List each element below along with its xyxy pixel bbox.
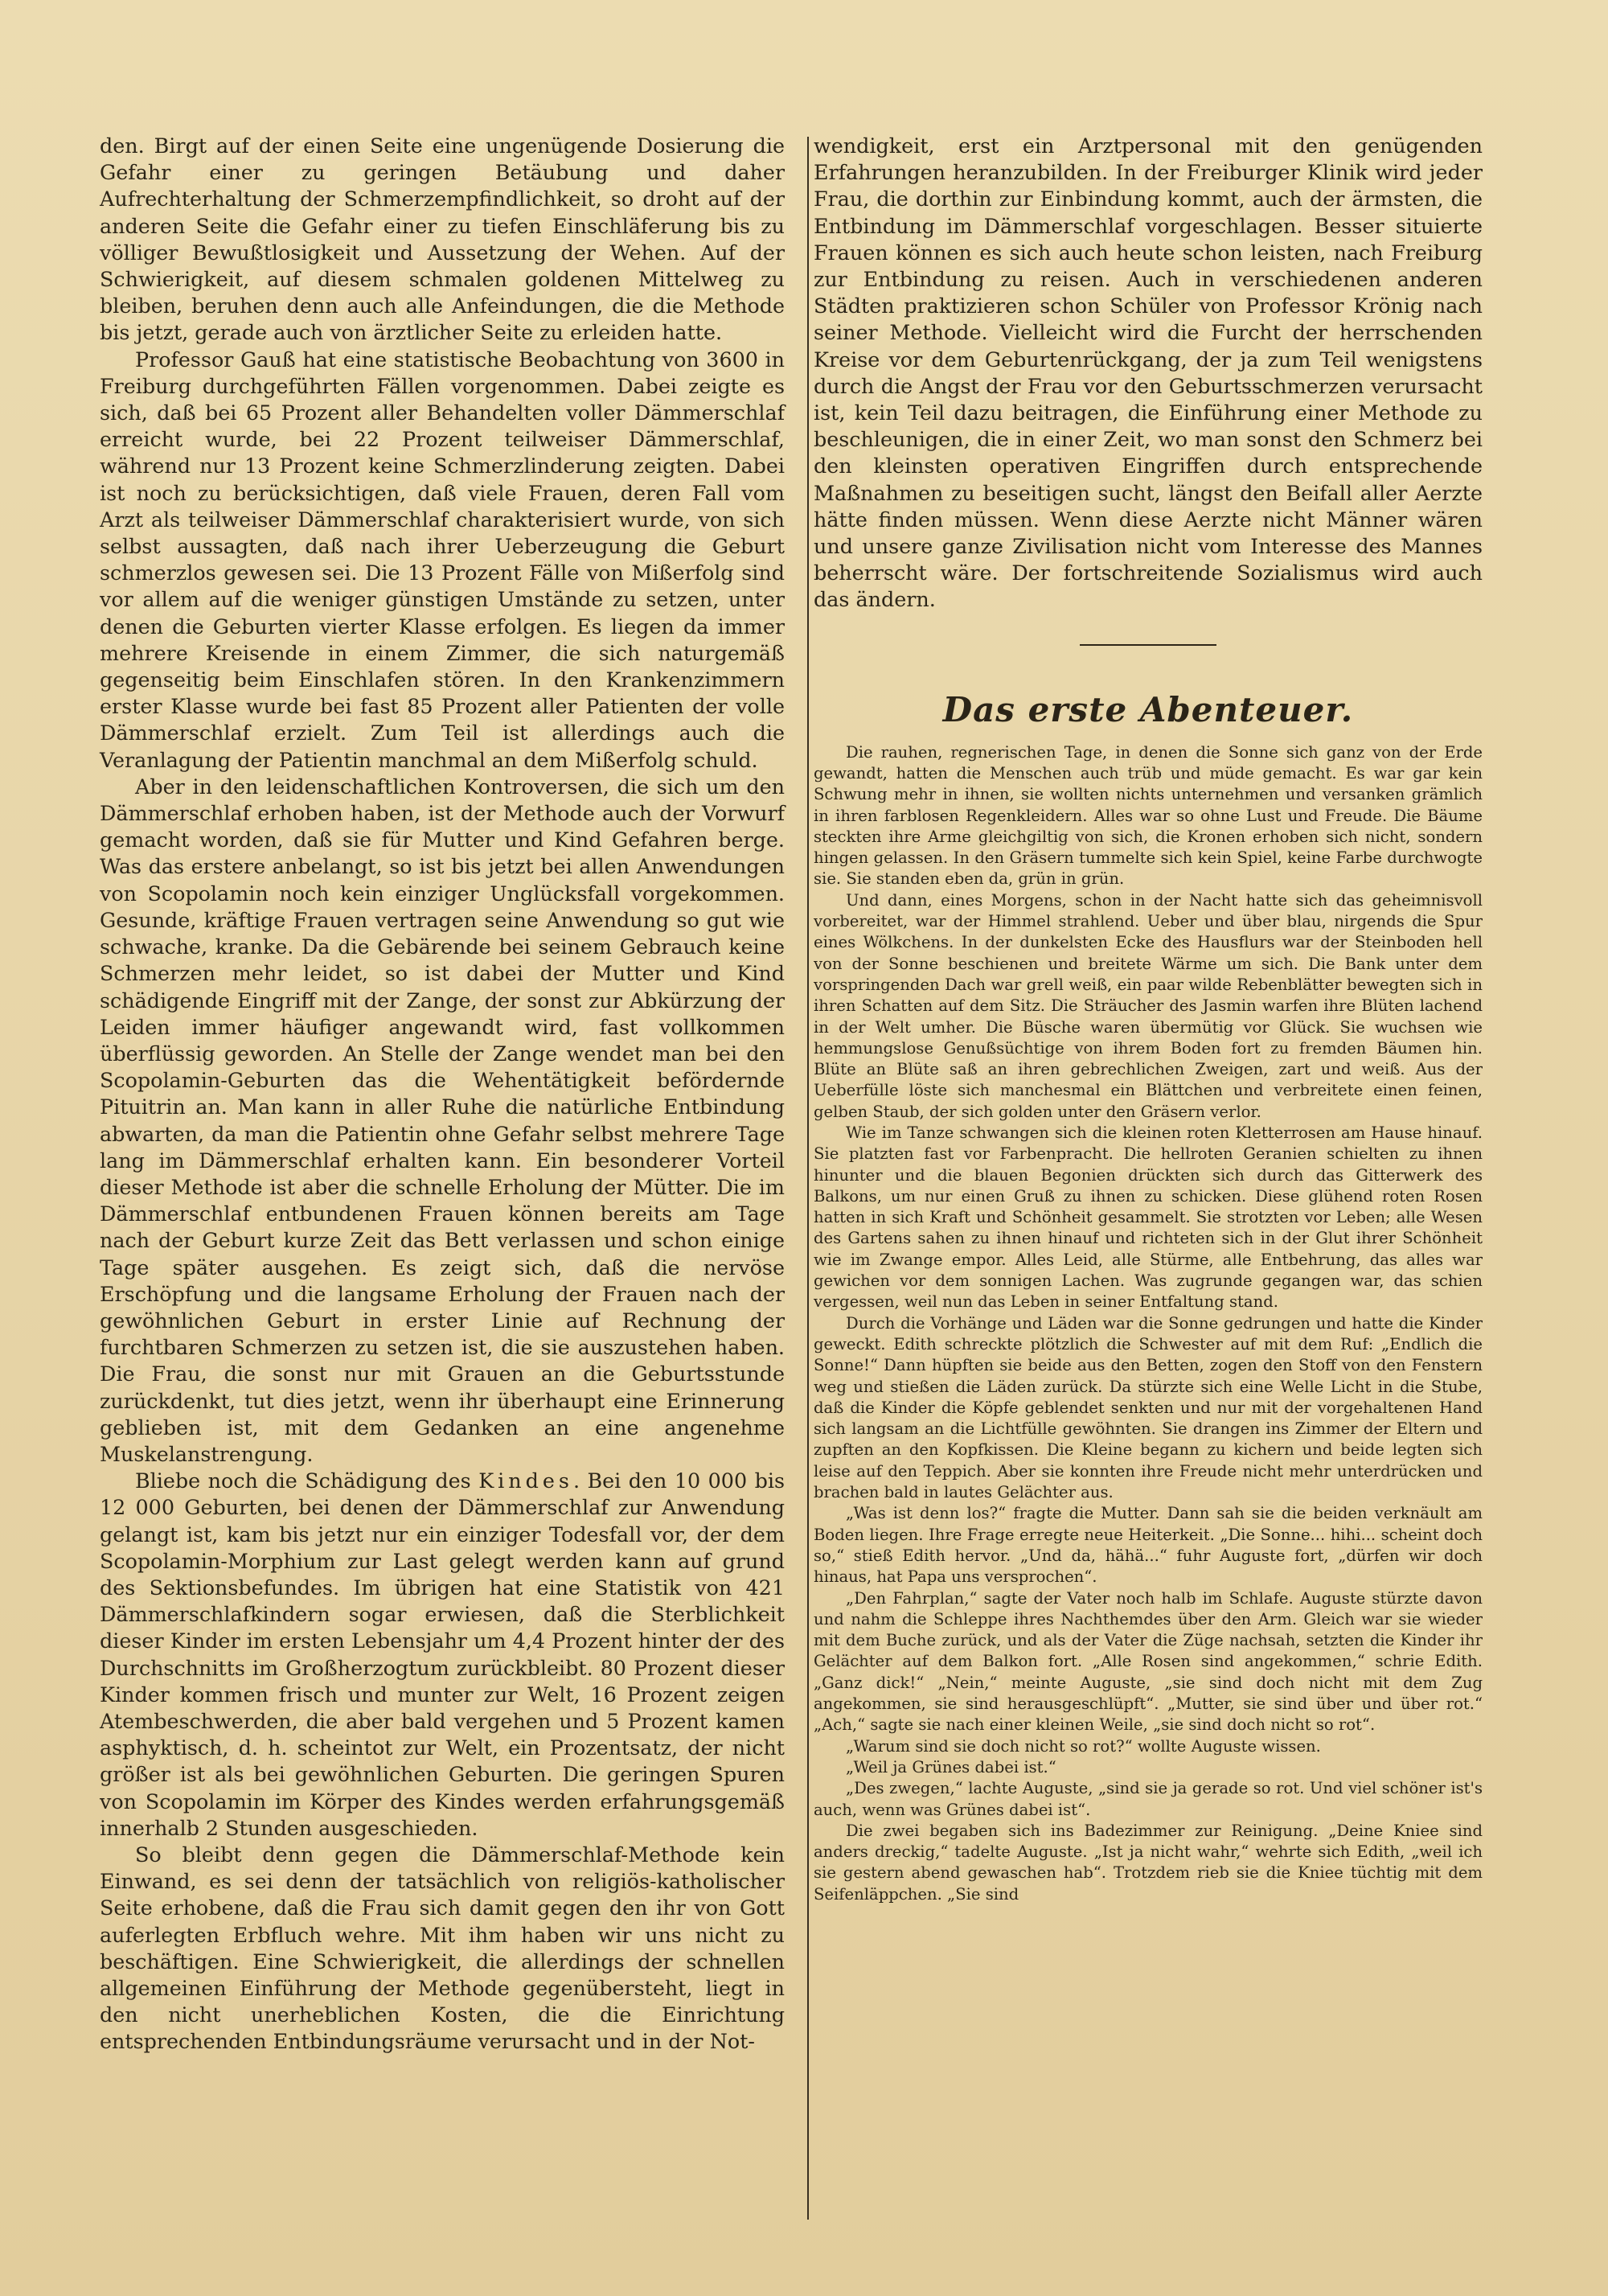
story-paragraph: Die zwei begaben sich ins Badezimmer zur Reinigung. „Deine Kniee sind anders dreckig,“ tadelte Auguste. „Ist ja nicht wahr,“ wehrte sich Edith, „weil ich sie gestern abend gewaschen hab“. Trotzdem rieb sie die Kniee tüchtig mit dem Seifenläppchen. „Sie sind: [814, 1821, 1483, 1904]
story-paragraph: „Des zwegen,“ lachte Auguste, „sind sie ja gerade so rot. Und viel schöner ist's auch, wenn was Grünes dabei ist“.: [814, 1779, 1483, 1819]
story-paragraph: Wie im Tanze schwangen sich die kleinen roten Kletterrosen am Hause hinauf. Sie platzten fast vor Farbenpracht. Die hellroten Geranien schielten zu ihnen hinunter und die blauen Begonien drückten sich durch das Gitterwerk des Balkons, um nur einen Gruß zu ihnen zu schicken. Diese glühend roten Rosen hatten in sich Kraft und Schönheit gesammelt. Sie strotzten vor Leben; alle Wesen des Gartens sahen zu ihnen hinauf und richteten sich in der Glut ihrer Schönheit wie im Zwange empor. Alles Leid, alle Stürme, alle Entbehrung, das alles war gewichen vor dem sonnigen Lachen. Was zugrunde gegangen war, das schien vergessen, weil nun das Leben in seiner Entfaltung stand.: [814, 1123, 1483, 1312]
story-paragraph: „Was ist denn los?“ fragte die Mutter. Dann sah sie die beiden verknäult am Boden liegen. Ihre Frage erregte neue Heiterkeit. „Die Sonne... hihi... scheint doch so,“ stieß Edith hervor. „Und da, hähä...“ fuhr Auguste fort, „dürfen wir doch hinaus, hat Papa uns versprochen“.: [814, 1504, 1483, 1587]
story-paragraph: Und dann, eines Morgens, schon in der Nacht hatte sich das geheimnisvoll vorbereitet, war der Himmel strahlend. Ueber und über blau, nirgends die Spur eines Wölkchens. In der dunkelsten Ecke des Hausflurs war der Steinboden hell von der Sonne beschienen und breitete Wärme um sich. Die Bank unter dem vorspringenden Dach war grell weiß, ein paar wilde Rebenblätter bewegten sich in ihren Schatten auf dem Sitz. Die Sträucher des Jasmin warfen ihre Blüten lachend in der Welt umher. Die Büsche waren übermütig vor Glück. Sie wuchsen wie hemmungslose Genußsüchtige von ihrem Boden fort zu fremden Bäumen hin. Blüte an Blüte saß an ihren gebrechlichen Zweigen, zart und weiß. Aus der Ueberfülle löste sich manchesmal ein Blättchen und verbreitete einen feinen, gelben Staub, der sich golden unter den Gräsern verlor.: [814, 890, 1483, 1121]
left-column: [100, 133, 785, 2056]
kind-lead-text: Bliebe noch die Schädigung des: [135, 1468, 479, 1493]
section-divider: [1080, 644, 1216, 646]
left-paragraph: Aber in den leidenschaftlichen Kontroversen, die sich um den Dämmerschlaf erhoben haben, ist der Methode auch der Vorwurf gemacht worden, daß sie für Mutter und Kind Gefahren berge. Was das erstere anbelangt, so ist bis jetzt bei allen Anwendungen von Scopolamin noch kein einziger Unglücksfall vorgekommen. Gesunde, kräftige Frauen vertragen seine Anwendung so gut wie schwache, kranke. Da die Gebärende bei seinem Gebrauch keine Schmerzen mehr leidet, so ist dabei der Mutter und Kind schädigende Eingriff mit der Zange, der sonst zur Abkürzung der Leiden immer häufiger angewandt wird, fast vollkommen überflüssig geworden. An Stelle der Zange wendet man bei den Scopolamin-Geburten das die Wehentätigkeit befördernde Pituitrin an. Man kann in aller Ruhe die natürliche Entbindung abwarten, da man die Patientin ohne Gefahr selbst mehrere Tage lang im Dämmerschlaf erhalten kann. Ein besonderer Vorteil dieser Methode ist aber die schnelle Erholung der Mütter. Die im Dämmerschlaf entbundenen Frauen können bereits am Tage nach der Geburt kurze Zeit das Bett verlassen und schon einige Tage später ausgehen. Es zeigt sich, daß die nervöse Erschöpfung und die langsame Erholung der Frauen nach der gewöhnlichen Geburt in erster Linie auf Rechnung der furchtbaren Schmerzen zu setzen ist, die sie auszustehen haben. Die Frau, die sonst nur mit Grauen an die Geburtsstunde zurückdenkt, tut dies jetzt, wenn ihr überhaupt eine Erinnerung geblieben ist, mit dem Gedanken an eine angenehme Muskelanstrengung.: [100, 774, 785, 1466]
continuation-paragraph: wendigkeit, erst ein Arztpersonal mit den genügenden Erfahrungen heranzubilden. In der Freiburger Klinik wird jeder Frau, die dorthin zur Einbindung kommt, auch der ärmsten, die Entbindung im Dämmerschlaf vorgeschlagen. Besser situierte Frauen können es sich auch heute schon leisten, nach Freiburg zur Entbindung zu reisen. Auch in verschiedenen anderen Städten praktizieren schon Schüler von Professor Krönig nach seiner Methode. Vielleicht wird die Furcht der herrschenden Kreise vor dem Geburtenrückgang, der ja zum Teil wenigstens durch die Angst der Frau vor den Geburtsschmerzen verursacht ist, kein Teil dazu beitragen, die Einführung einer Methode zu beschleunigen, die in einer Zeit, wo man sonst den Schmerz bei den kleinsten operativen Eingriffen durch entsprechende Maßnahmen zu beseitigen sucht, längst den Beifall aller Aerzte hätte finden müssen. Wenn diese Aerzte nicht Männer wären und unsere ganze Zivilisation nicht vom Interesse des Mannes beherrscht wäre. Der fortschreitende Sozialismus wird auch das ändern.: [814, 133, 1483, 612]
story-title: Das erste Abenteuer.: [942, 689, 1354, 729]
kind-emphasis: Kindes: [478, 1468, 573, 1493]
story-paragraph: „Warum sind sie doch nicht so rot?“ wollte Auguste wissen.: [846, 1736, 1321, 1756]
left-paragraph: So bleibt denn gegen die Dämmerschlaf-Methode kein Einwand, es sei denn der tatsächlich von religiös-katholischer Seite erhobene, daß die Frau sich damit gegen den ihr von Gott auferlegten Erbfluch wehre. Mit ihm haben wir uns nicht zu beschäftigen. Eine Schwierigkeit, die allerdings der schnellen allgemeinen Einführung der Methode gegenübersteht, liegt in den nicht unerheblichen Kosten, die die Einrichtung entsprechenden Entbindungsräume verursacht und in der Not-: [100, 1842, 785, 2054]
article-continuation: [814, 133, 1483, 614]
left-paragraph: Professor Gauß hat eine statistische Beobachtung von 3600 in Freiburg durchgeführten Fällen vorgenommen. Dabei zeigte es sich, daß bei 65 Prozent aller Behandelten voller Dämmerschlaf erreicht wurde, bei 22 Prozent teilweiser Dämmerschlaf, während nur 13 Prozent keine Schmerzlinderung zeigten. Dabei ist noch zu berücksichtigen, daß viele Frauen, deren Fall vom Arzt als teilweiser Dämmerschlaf charakterisiert wurde, von sich selbst aussagten, daß nach ihrer Ueberzeugung die Geburt schmerzlos gewesen sei. Die 13 Prozent Fälle von Mißerfolg sind vor allem auf die weniger günstigen Umstände zu setzen, unter denen die Geburten vierter Klasse erfolgen. Es liegen da immer mehrere Kreisende in einem Zimmer, die sich naturgemäß gegenseitig beim Einschlafen stören. In den Krankenzimmern erster Klasse wurde bei fast 85 Prozent aller Patienten der volle Dämmerschlaf erzielt. Zum Teil ist allerdings auch die Veranlagung der Patientin manchmal an dem Mißerfolg schuld.: [100, 347, 785, 772]
story-paragraph: Durch die Vorhänge und Läden war die Sonne gedrungen und hatte die Kinder geweckt. Edith schreckte plötzlich die Schwester auf mit dem Ruf: „Endlich die Sonne!“ Dann hüpften sie beide aus den Betten, zogen den Stoff von den Fenstern weg und stießen die Läden zurück. Da stürzte sich eine Welle Licht in die Stube, daß die Kinder die Köpfe geblendet senkten und nur mit der vorgehaltenen Hand sich langsam an die Lichtfülle gewöhnten. Sie drangen ins Zimmer der Eltern und zupften an den Kopfkissen. Die Kleine begann zu kichern und beide legten sich leise auf den Teppich. Aber sie konnten ihre Freude nicht mehr unterdrücken und brachen bald in lautes Gelächter aus.: [814, 1313, 1483, 1502]
kind-rest-text: . Bei den 10 000 bis 12 000 Geburten, bei denen der Dämmerschlaf zur Anwendung gelangt ist, kam bis jetzt nur ein einziger Todesfall vor, der dem Scopolamin-Morphium zur Last gelegt werden kann auf grund des Sektionsbefundes. Im übrigen hat eine Statistik von 421 Dämmerschlafkindern sogar erwiesen, daß die Sterblichkeit dieser Kinder im ersten Lebensjahr um 4,4 Prozent hinter der des Durchschnitts im Großherzogtum zurückbleibt. 80 Prozent dieser Kinder kommen frisch und munter zur Welt, 16 Prozent zeigen Atembeschwerden, die aber bald vergehen und 5 Prozent kamen asphyktisch, d. h. scheintot zur Welt, ein Prozentsatz, der nicht größer ist als bei gewöhnlichen Geburten. Die geringen Spuren von Scopolamin im Körper des Kindes werden erfahrungsgemäß innerhalb 2 Stunden ausgeschieden.: [100, 1468, 785, 1840]
story-paragraph: Die rauhen, regnerischen Tage, in denen die Sonne sich ganz von der Erde gewandt, hatten die Menschen auch trüb und müde gemacht. Es war gar kein Schwung mehr in ihnen, sie wollten nichts unternehmen und versanken grämlich in ihren farblosen Regenkleidern. Alles war so ohne Lust und Freude. Die Bäume steckten ihre Arme gleichgiltig von sich, die Kronen erhoben sich nicht, sondern hingen gelassen. In den Gräsern tummelte sich kein Spiel, keine Farbe durchwogte sie. Sie standen eben da, grün in grün.: [814, 742, 1483, 889]
left-paragraph: den. Birgt auf der einen Seite eine ungenügende Dosierung die Gefahr einer zu geringen Betäubung und daher Aufrechterhaltung der Schmerzempfindlichkeit, so droht auf der anderen Seite die Gefahr einer zu tiefen Einschläferung bis zu völliger Bewußtlosigkeit und Aussetzung der Wehen. Auf der Schwierigkeit, auf diesem schmalen goldenen Mittelweg zu bleiben, beruhen denn auch alle Anfeindungen, die die Methode bis jetzt, gerade auch von ärztlicher Seite zu erleiden hatte.: [100, 133, 785, 345]
right-column: [814, 133, 1483, 1905]
story-body: [814, 742, 1483, 1905]
story-paragraph: „Den Fahrplan,“ sagte der Vater noch halb im Schlafe. Auguste stürzte davon und nahm die Schleppe ihres Nachthemdes über den Arm. Gleich war sie wieder mit dem Buche zurück, und als der Vater die Züge nachsah, setzten die Kinder ihr Gelächter auf dem Balkon fort. „Alle Rosen sind angekommen,“ schrie Edith. „Ganz dick!“ „Nein,“ meinte Auguste, „sie sind doch nicht mit dem Zug angekommen, sie sind herausgeschlüpft“. „Mutter, sie sind über und über rot.“ „Ach,“ sagte sie nach einer kleinen Weile, „sie sind doch nicht so rot“.: [814, 1588, 1483, 1735]
story-paragraph: „Weil ja Grünes dabei ist.“: [846, 1757, 1056, 1776]
left-paragraph-kind: [100, 1468, 785, 1842]
column-rule: [807, 137, 809, 2220]
